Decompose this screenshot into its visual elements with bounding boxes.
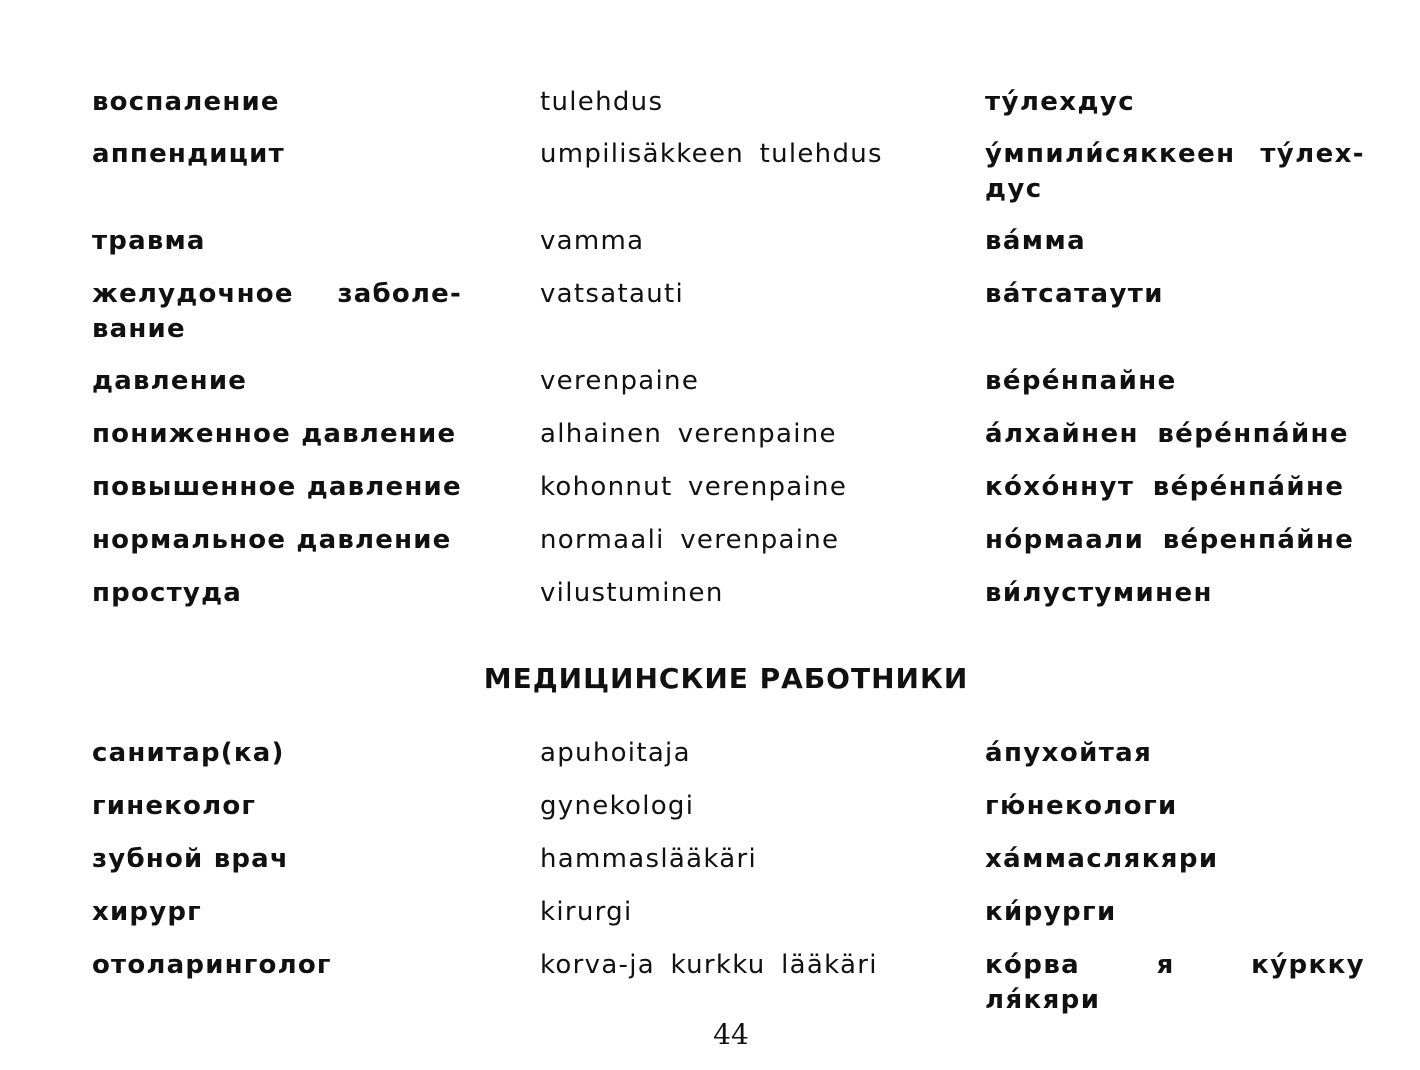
transcription: ва́тсатаути: [985, 279, 1164, 309]
transcription: а́пухойтая: [985, 738, 1153, 768]
finnish-term: tulehdus: [540, 87, 664, 117]
russian-term: повышенное давление: [92, 472, 462, 502]
transcription: ви́лустуминен: [985, 578, 1213, 608]
russian-term: воспаление: [92, 87, 280, 117]
russian-term: отоларинголог: [92, 950, 332, 980]
finnish-term: gynekologi: [540, 791, 695, 821]
page-number: 44: [713, 1018, 749, 1051]
transcription: ве́ре́нпайне: [985, 366, 1177, 396]
russian-term: давление: [92, 366, 248, 396]
transcription: а́лхайнен ве́ре́нпа́йне: [985, 419, 1349, 449]
russian-term: травма: [92, 226, 206, 256]
section-heading: МЕДИЦИНСКИЕ РАБОТНИКИ: [483, 662, 969, 695]
transcription: у́мпили́сяккеен ту́лех-дус: [985, 139, 1365, 204]
finnish-term: korva-ja kurkku lääkäri: [540, 950, 878, 980]
transcription: ко́рва я ку́ркку ля́кяри: [985, 950, 1365, 1015]
finnish-term: verenpaine: [540, 366, 700, 396]
finnish-term: kohonnut verenpaine: [540, 472, 848, 502]
russian-term: аппендицит: [92, 139, 285, 169]
transcription: но́рмаали ве́ренпа́йне: [985, 525, 1355, 555]
finnish-term: normaali verenpaine: [540, 525, 840, 555]
russian-term: гинеколог: [92, 791, 257, 821]
finnish-term: kirurgi: [540, 897, 633, 927]
transcription: ту́лехдус: [985, 87, 1136, 117]
russian-term: санитар(ка): [92, 738, 285, 768]
russian-term: пониженное давление: [92, 419, 457, 449]
russian-term: желудочное заболе-вание: [92, 279, 462, 344]
russian-term: нормальное давление: [92, 525, 452, 555]
transcription: ха́ммаслякяри: [985, 844, 1219, 874]
finnish-term: alhainen verenpaine: [540, 419, 837, 449]
finnish-term: vatsatauti: [540, 279, 685, 309]
finnish-term: umpilisäkkeen tulehdus: [540, 139, 883, 169]
finnish-term: hammaslääkäri: [540, 844, 757, 874]
transcription: ва́мма: [985, 226, 1087, 256]
transcription: гю́некологи: [985, 791, 1178, 821]
russian-term: простуда: [92, 578, 243, 608]
finnish-term: vilustuminen: [540, 578, 724, 608]
russian-term: зубной врач: [92, 844, 289, 874]
finnish-term: vamma: [540, 226, 645, 256]
russian-term: хирург: [92, 897, 202, 927]
finnish-term: apuhoitaja: [540, 738, 691, 768]
transcription: ки́рурги: [985, 897, 1117, 927]
transcription: ко́хо́ннут ве́ре́нпа́йне: [985, 472, 1345, 502]
